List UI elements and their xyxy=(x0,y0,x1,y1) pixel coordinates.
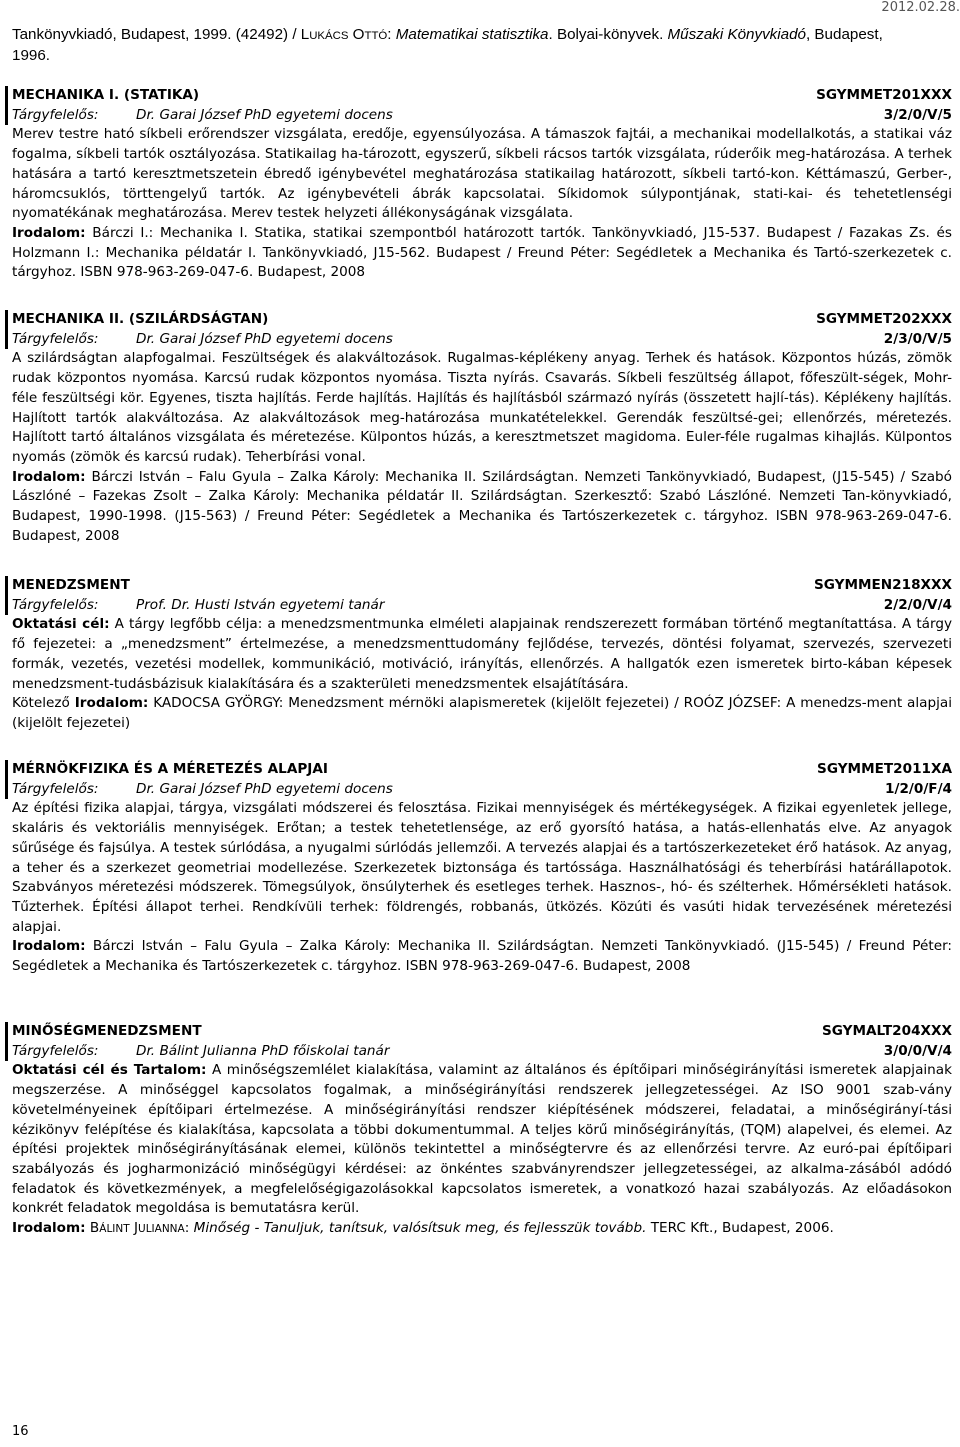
course-credit: 2/3/0/V/5 xyxy=(883,330,952,347)
literature-author-smallcaps: ÁLINT xyxy=(99,1223,130,1236)
intro-publisher: Műszaki Könyvkiadó xyxy=(667,26,806,43)
intro-author-smallcaps: UKÁCS xyxy=(309,30,349,42)
responsible-name: Prof. Dr. Husti István egyetemi tanár xyxy=(136,596,385,613)
course-responsible-row xyxy=(12,330,952,350)
literature-author-2: J xyxy=(129,1220,139,1237)
literature-rest: TERC Kft., Budapest, 2006. xyxy=(646,1220,834,1237)
course-responsible-row xyxy=(12,1042,952,1062)
intro-reference xyxy=(12,25,948,66)
responsible-label: Tárgyfelelős: xyxy=(12,780,99,797)
page-number: 16 xyxy=(12,1424,29,1439)
course-title: MINŐSÉGMENEDZSMENT xyxy=(12,1023,202,1039)
literature-label: Irodalom: xyxy=(74,695,149,712)
course-code: SGYMMET201XXX xyxy=(816,87,952,103)
course-header xyxy=(12,86,952,106)
intro-book-title: Matematikai statisztika xyxy=(395,26,549,43)
course-responsible-row xyxy=(12,106,952,126)
literature-author: B xyxy=(85,1220,100,1237)
course-literature xyxy=(12,224,952,283)
course-title: MENEDZSMENT xyxy=(12,577,130,593)
literature-text: KADOCSA GYÖRGY: Menedzsment mérnöki alapismeretek (kijelölt fejezetei) / ROÓZ JÓZSEF: A menedzs-ment alapjai (kijelölt fejezetei) xyxy=(12,695,952,731)
course-title: MECHANIKA II. (SZILÁRDSÁGTAN) xyxy=(12,311,269,327)
intro-text-4: . Bolyai-könyvek. xyxy=(548,26,668,43)
course-responsible-row xyxy=(12,596,952,616)
intro-text-1: Tankönyvkiadó, Budapest, 1999. (42492) / L xyxy=(12,26,310,43)
literature-colon: : xyxy=(184,1220,190,1237)
course-block xyxy=(12,576,952,734)
section-bar xyxy=(5,310,8,349)
responsible-name: Dr. Garai József PhD egyetemi docens xyxy=(136,106,393,123)
section-bar xyxy=(5,86,8,125)
literature-prefix: Kötelező xyxy=(12,695,75,712)
goal-label: Oktatási cél: xyxy=(12,616,110,633)
course-block xyxy=(12,310,952,546)
responsible-label: Tárgyfelelős: xyxy=(12,330,99,347)
literature-author-smallcaps-2: ULIANNA xyxy=(138,1223,185,1236)
responsible-label: Tárgyfelelős: xyxy=(12,596,99,613)
literature-label: Irodalom: xyxy=(12,938,86,955)
section-bar xyxy=(5,576,8,615)
course-code: SGYMMET2011XA xyxy=(817,761,952,777)
course-code: SGYMMEN218XXX xyxy=(813,577,952,593)
literature-label: Irodalom: xyxy=(12,468,86,485)
course-description xyxy=(12,615,952,694)
course-credit: 3/0/0/V/4 xyxy=(883,1042,952,1059)
section-bar xyxy=(5,760,8,799)
responsible-name: Dr. Garai József PhD egyetemi docens xyxy=(136,780,393,797)
responsible-label: Tárgyfelelős: xyxy=(12,106,99,123)
course-header xyxy=(12,576,952,596)
page-date: 2012.02.28. xyxy=(881,0,960,15)
intro-text-2: O xyxy=(348,26,365,43)
literature-label: Irodalom: xyxy=(12,1220,86,1237)
course-credit: 1/2/0/F/4 xyxy=(885,780,952,797)
course-description: Merev testre ható síkbeli erőrendszer vizsgálata, eredője, egyensúlyozása. A támaszok fajtái, a mechanikai modellalkotás, a statikai váz fogalma, síkbeli tartók osztályozása. Statikailag ha-tározott, egyszerű, síkbeli rácsos tartók vizsgálata, rúderőik meg-határozása. A terhek hatására a tartó keresztmetszetein ébredő igénybevétel meghatározása statikailag határozott, síkbeli tartó-kon. Kéttámaszú, Gerber-, háromcsuklós, törttengelyű tartók. Az igénybevételi ábrák kapcsolatai. Síkidomok súlypontjának, stati-kai- és tehetetlenségi nyomatékának meghatározása. Merev testek helyzeti állékonyságának vizsgálata. xyxy=(12,126,952,222)
course-credit: 2/2/0/V/4 xyxy=(883,596,952,613)
intro-text-5: , Budapest, xyxy=(805,26,883,43)
intro-text-3: : xyxy=(387,26,396,43)
responsible-name: Dr. Garai József PhD egyetemi docens xyxy=(136,330,393,347)
course-credit: 3/2/0/V/5 xyxy=(883,106,952,123)
course-block xyxy=(12,86,952,283)
course-literature xyxy=(12,694,952,733)
course-header xyxy=(12,760,952,780)
literature-text: Bárczi István – Falu Gyula – Zalka Károly: Mechanika II. Szilárdságtan. Nemzeti Tankönyvkiadó. (J15-545) / Freund Péter: Segédletek a Mechanika és Tartószerkezetek c. tárgyhoz. ISBN 978-963-269-047-6. Budapest, 2008 xyxy=(12,938,952,975)
literature-label: Irodalom: xyxy=(12,224,86,241)
course-code: SGYMALT204XXX xyxy=(821,1023,952,1039)
responsible-name: Dr. Bálint Julianna PhD főiskolai tanár xyxy=(136,1042,390,1059)
course-description: Az építési fizika alapjai, tárgya, vizsgálati módszerei és felosztása. Fizikai mennyiségek és mértékegységek. A fizikai egyenletek jellege, skaláris és vektoriális mennyiségek. Erőtan; a testek tehetetlensége, az erő gyorsító hatása, a hatás-ellenhatás elve. Az anyagok sűrűsége és fajsúlya. A testek súrlódása, a nyugalmi súrlódás jellemzői. A tervezés alapjai és a tartószerkezeteket érő hatások. Az anyag, a teher és a szerkezet geometriai modellezése. Szerkezetek biztonsága és tartóssága. Használhatósági és teherbírási határállapotok. Szabványos méretezési módszerek. Tömegsúlyok, önsúlyterhek és esetleges terhek. Hasznos-, hó- és szélterhek. Hőmérsékleti hatások. Tűzterhek. Építési állapot terhei. Rendkívüli terhek: földrengés, robbanás, ütközés. Közúti és vasúti hidak tervezésének méretezési alapjai. xyxy=(12,800,952,935)
literature-text: Bárczi I.: Mechanika I. Statika, statikai szempontból határozott tartók. Tankönyvkiadó, J15-537. Budapest / Fazakas Zs. és Holzmann I.: Mechanika példatár I. Tankönyvkiadó, J15-562. Budapest / Freund Péter: Segédletek a Mechanika és Tartó-szerkezetek c. tárgyhoz. ISBN 978-963-269-047-6. Budapest, 2008 xyxy=(12,224,952,281)
literature-title: Minőség - Tanuljuk, tanítsuk, valósítsuk meg, és fejlesszük tovább. xyxy=(189,1220,647,1237)
course-header xyxy=(12,1022,952,1042)
course-title: MÉRNÖKFIZIKA ÉS A MÉRETEZÉS ALAPJAI xyxy=(12,761,328,777)
responsible-label: Tárgyfelelős: xyxy=(12,1042,99,1059)
course-block xyxy=(12,1022,952,1240)
intro-author-smallcaps-2: TTÓ xyxy=(364,30,388,42)
course-description xyxy=(12,1061,952,1219)
course-literature xyxy=(12,468,952,547)
goal-text: A tárgy legfőbb célja: a menedzsmentmunka elméleti alapjainak rendszerezett formában történő megtanítattása. A tárgy fő fejezetei: a „menedzsment” értelmezése, a menedzsmenttudomány fejlődése, tervezés, döntési folyamat, szervezés, szervezeti formák, vezetés, vezetési modellek, kommunikáció, motiváció, irányítás, ellenőrzés. A hallgatók ezen ismeretek birto-kában képesek menedzsment-tudásbázisuk kialakítására és a szakterületi menedzsmentek elsajátítására. xyxy=(12,616,952,692)
goal-label: Oktatási cél és Tartalom: xyxy=(12,1062,207,1079)
course-title: MECHANIKA I. (STATIKA) xyxy=(12,87,200,103)
course-block xyxy=(12,760,952,977)
course-code: SGYMMET202XXX xyxy=(816,311,952,327)
literature-text: Bárczi István – Falu Gyula – Zalka Károly: Mechanika II. Szilárdságtan. Nemzeti Tankönyvkiadó, Budapest, (J15-545) / Szabó Lászlóné – Fazekas Zsolt – Zalka Károly: Mechanika példatár II. Szilárdságtan. Szerkesztő: Szabó Lászlóné. Nemzeti Tan-könyvkiadó, Budapest, 1990-1998. (J15-563) / Freund Péter: Segédletek a Mechanika és Tartószerkezetek c. tárgyhoz. ISBN 978-963-269-047-6. Budapest, 2008 xyxy=(12,468,952,544)
course-header xyxy=(12,310,952,330)
course-description: A szilárdságtan alapfogalmai. Feszültségek és alakváltozások. Rugalmas-képlékeny anyag. Terhek és hatások. Központos húzás, zömök rudak központos nyomása. Karcsú rudak központos nyomása. Tiszta nyírás. Csavarás. Síkbeli feszültség állapot, főfeszült-ségek, Mohr-féle feszültségi kör. Egyenes, tiszta hajlítás. Ferde hajlítás. Hajlítás és hajlításból származó nyírás (összetett hajlí-tás). Képlékeny hajlítás. Hajlított tartók alakváltozása. Az alakváltozások meg-határozása munkatételekkel. Gerendák feszültsé-gei; ellenőrzés, méretezés. Hajlított tartó általános vizsgálata és méretezése. Külpontos húzás, a keresztmetszet magidoma. Euler-féle rugalmas kihajlás. Külpontos nyomás (zömök és karcsú rudak). Teherbírási vonal. xyxy=(12,350,952,465)
course-literature xyxy=(12,937,952,976)
course-responsible-row xyxy=(12,780,952,800)
course-literature xyxy=(12,1219,952,1240)
section-bar xyxy=(5,1022,8,1061)
intro-line-2: 1996. xyxy=(12,47,51,64)
goal-text: A minőségszemlélet kialakítása, valamint az általános és építőipari minőségirányítási ismeretek alapjainak megszerzése. A minőséggel kapcsolatos fogalmak, a minőségirányítási rendszerek jellegzetességei. Az ISO 9001 szab-vány követelményeinek építőipari értelmezése. A minőségirányítási rendszer kiépítésének módszerei, feladatai, a minőségirányí-tási kézikönyv felépítése és kialakítása, kapcsolata a többi dokumentummal. A teljes körű minőségirányítás, (TQM) alapelvei, és elemei. Az építési projektek minőségirányításának elemei, különös tekintettel a minőségtervre és az ellenőrzési tervre. Az euró-pai építőipari szabályozás és jogharmonizáció minőségügyi kérdései: az önkéntes szabványrendszer jellegzetességei, az alkalma-zásából adódó feladatok és következmények, a megfelelőségigazolásokkal kapcsolatos ismeretek, a vonatkozó hazai szabályozás. Az előadásokon konkrét feladatok megoldása is bemutatásra kerül. xyxy=(12,1062,952,1217)
